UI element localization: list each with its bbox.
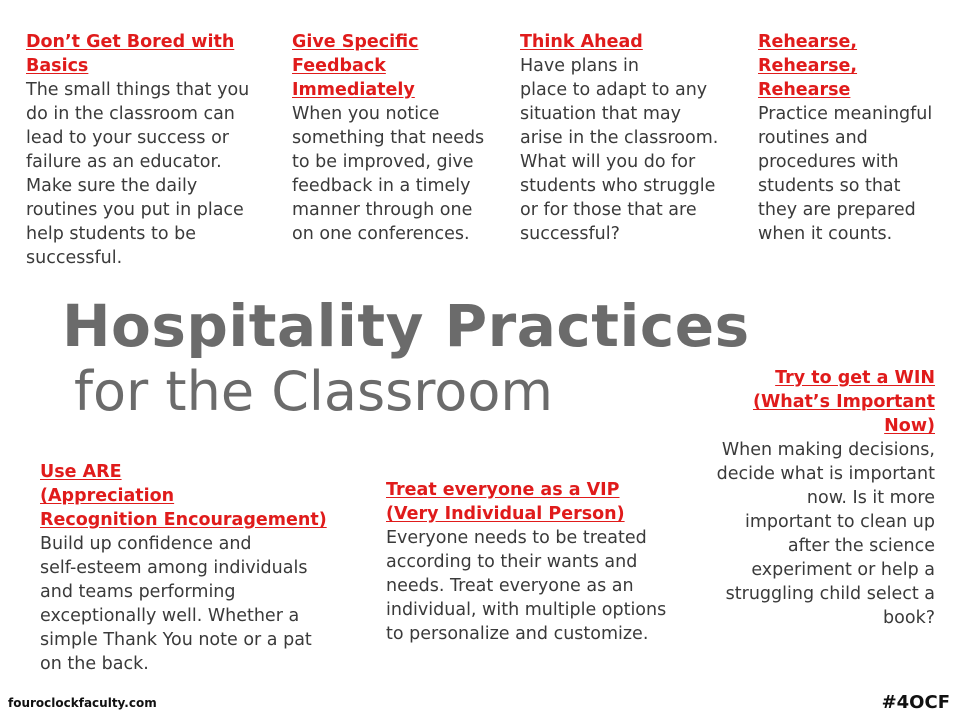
tip-heading: Use ARE (Appreciation Recognition Encouragement) (40, 462, 327, 530)
tip-heading: Give Specific Feedback Immediately (292, 32, 419, 100)
tip-body: Practice meaningful routines and procedures with students so that they are prepared when it counts. (758, 104, 933, 244)
tip-body: Everyone needs to be treated according to their wants and needs. Treat everyone as an individual, with multiple options to personalize and customize. (386, 528, 667, 644)
tip-feedback (292, 30, 507, 246)
footer-site: fouroclockfaculty.com (8, 696, 157, 710)
tip-rehearse (758, 30, 953, 246)
tip-body: When you notice something that needs to be improved, give feedback in a timely manner through one on one conferences. (292, 104, 485, 244)
tip-vip (386, 478, 686, 646)
tip-think-ahead (520, 30, 745, 246)
tip-body: When making decisions, decide what is important now. Is it more important to clean up after the science experiment or help a struggling child select a book? (716, 440, 935, 628)
footer-hashtag: #4OCF (881, 692, 950, 713)
tip-heading: Think Ahead (520, 32, 643, 52)
tip-heading: Rehearse, Rehearse, Rehearse (758, 32, 858, 100)
page-title: Hospitality Practices (62, 292, 750, 360)
tip-heading: Treat everyone as a VIP (Very Individual Person) (386, 480, 625, 524)
tip-body: Have plans in place to adapt to any situation that may arise in the classroom. What will you do for students who struggle or for those that are successful? (520, 56, 719, 244)
tip-heading: Try to get a WIN (What’s Important Now) (752, 368, 935, 436)
tip-body: The small things that you do in the classroom can lead to your success or failure as an educator. Make sure the daily routines you put in place help students to be successful. (26, 80, 250, 268)
tip-body: Build up confidence and self-esteem among individuals and teams performing exceptionally well. Whether a simple Thank You note or a pat on the back. (40, 534, 312, 674)
tip-basics (26, 30, 276, 270)
tip-heading: Don’t Get Bored with Basics (26, 32, 235, 76)
page-subtitle: for the Classroom (74, 360, 553, 423)
tip-are (40, 460, 340, 676)
tip-win (690, 366, 935, 630)
